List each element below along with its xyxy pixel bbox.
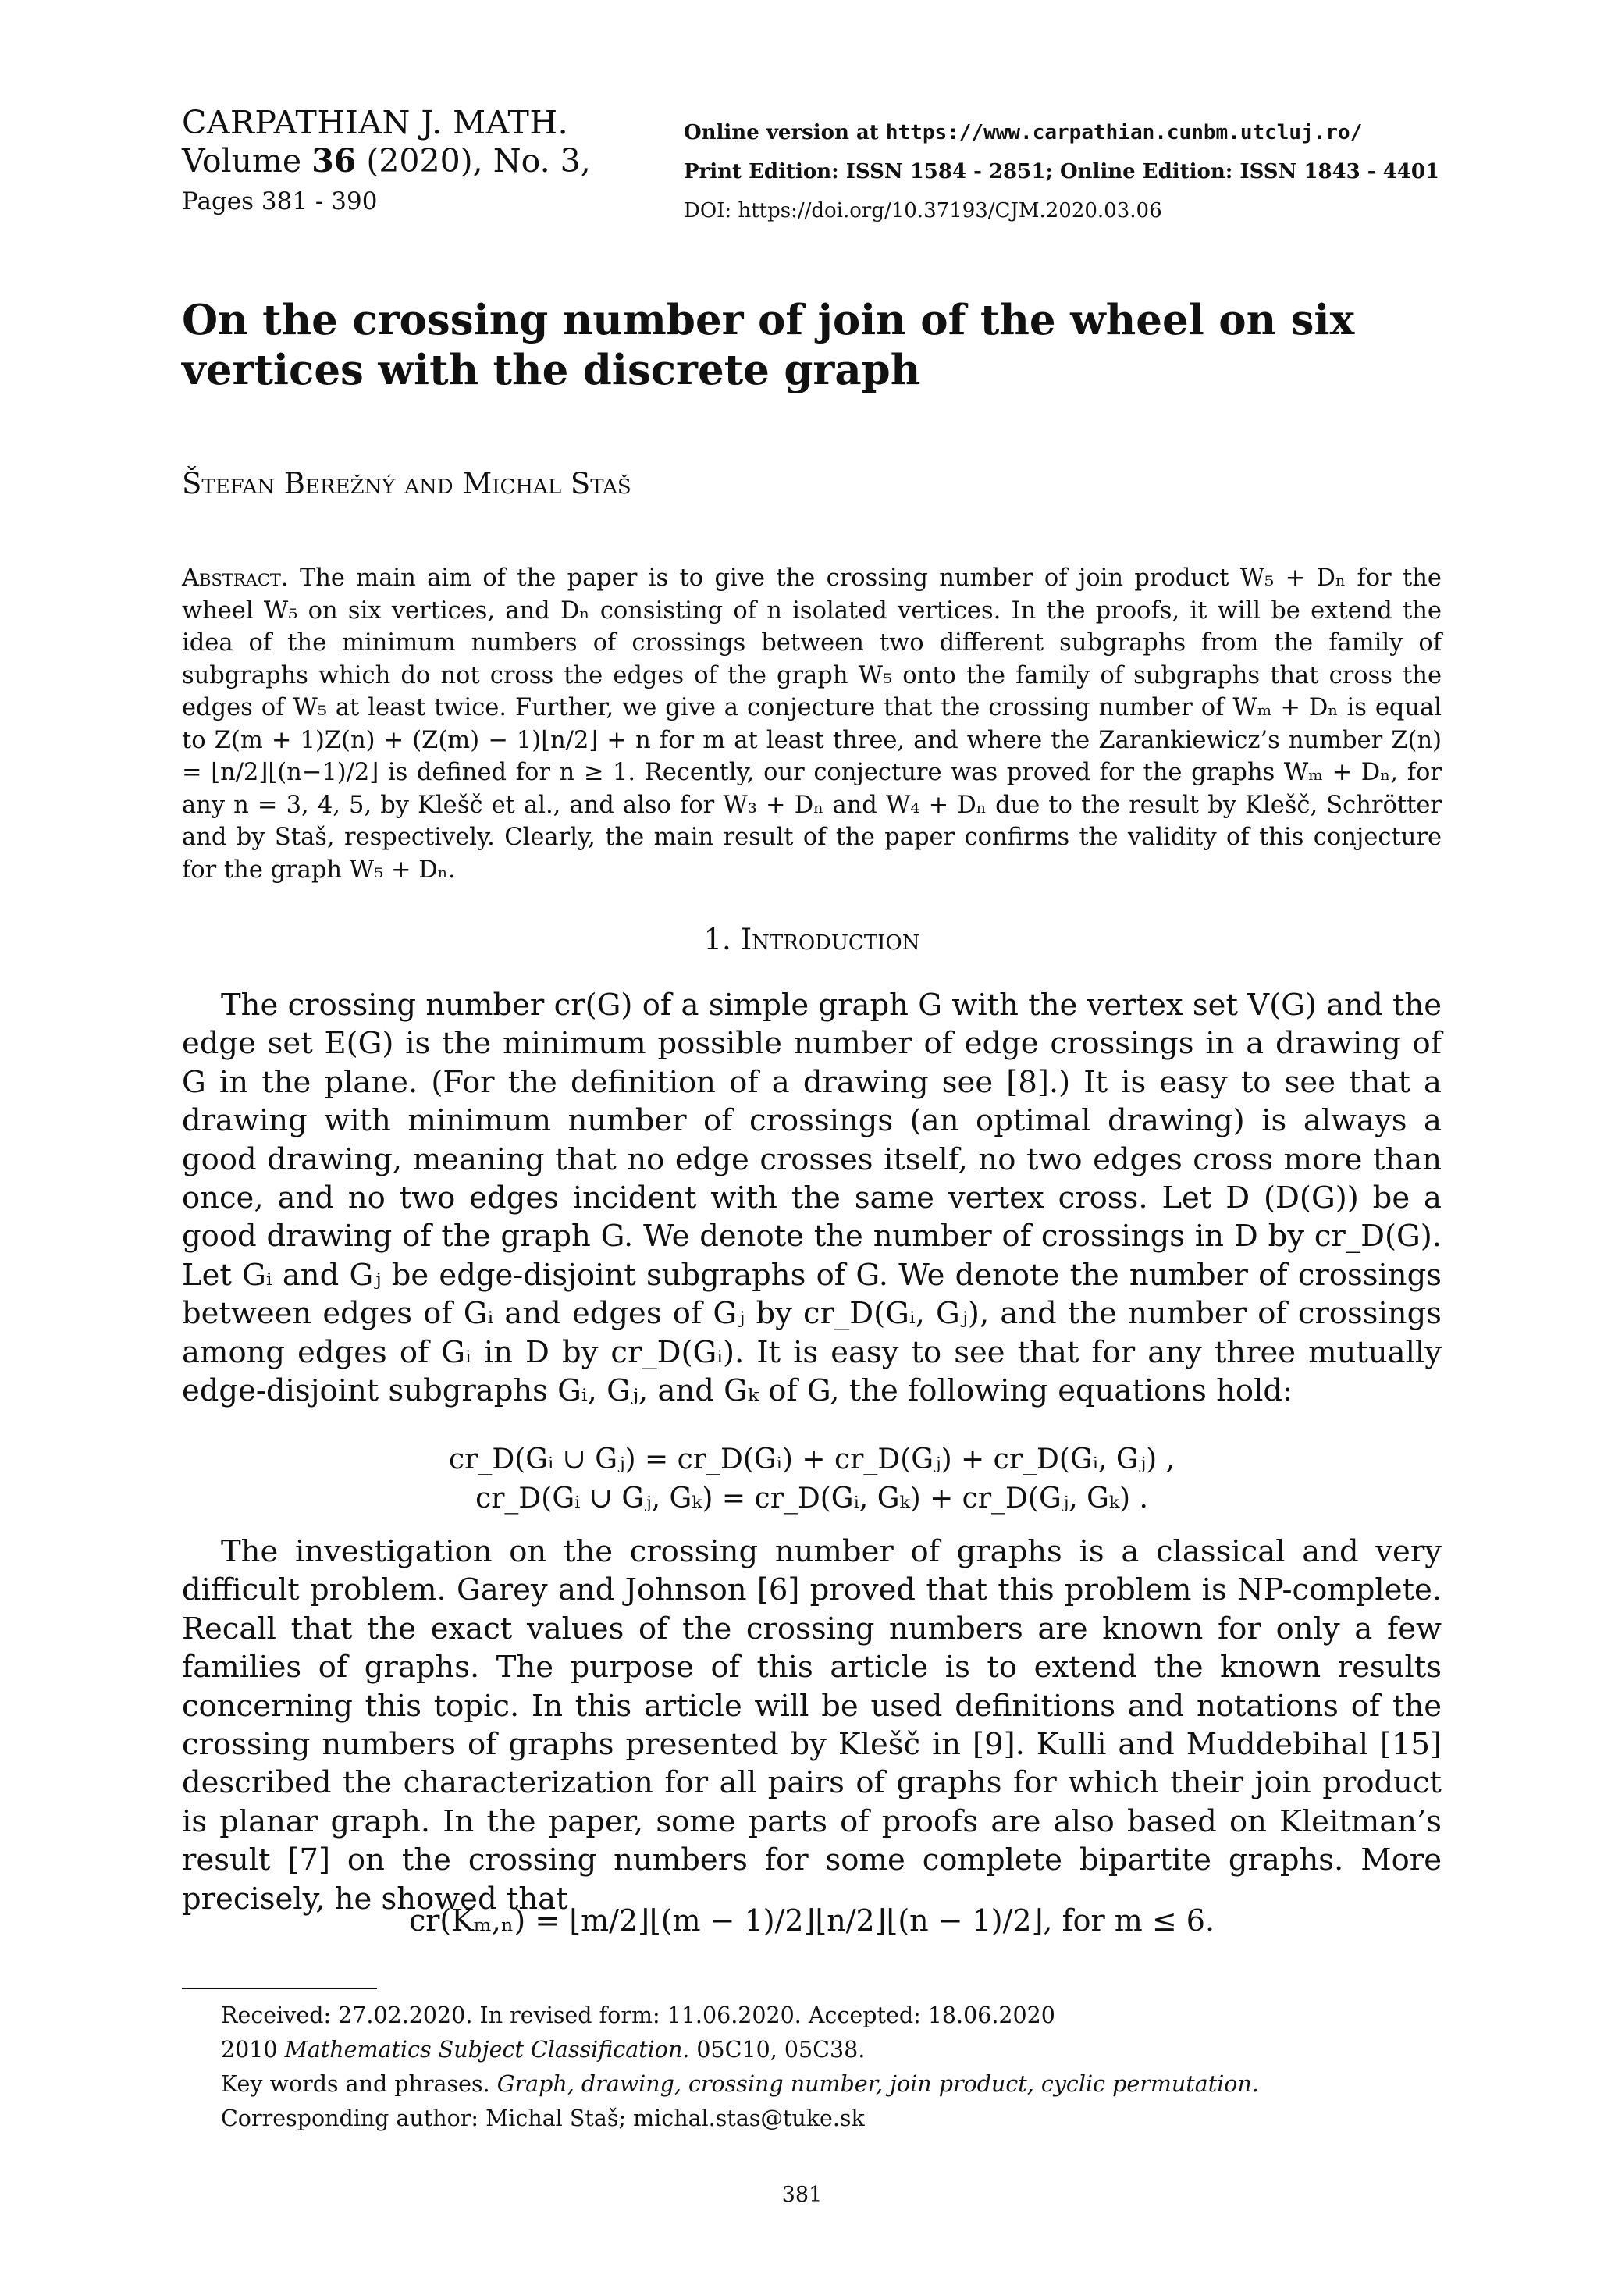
keywords: Key words and phrases. Graph, drawing, crossing number, join product, cyclic permutation. — [221, 2071, 1259, 2097]
journal-header — [182, 104, 650, 222]
equation-1: cr_D(Gᵢ ∪ Gⱼ) = cr_D(Gᵢ) + cr_D(Gⱼ) + cr_D(Gᵢ, Gⱼ) , — [448, 1443, 1175, 1475]
paper-title: On the crossing number of join of the wheel on six vertices with the discrete graph — [182, 296, 1355, 394]
doi-link[interactable]: DOI: https://doi.org/10.37193/CJM.2020.03.06 — [684, 199, 1162, 222]
corresponding-author: Corresponding author: Michal Staš; michal.stas@tuke.sk — [221, 2106, 865, 2131]
equation-2: cr_D(Gᵢ ∪ Gⱼ, Gₖ) = cr_D(Gᵢ, Gₖ) + cr_D(Gⱼ, Gₖ) . — [475, 1483, 1148, 1515]
online-version: Online version at https://www.carpathian.cunbm.utcluj.ro/ — [684, 121, 1363, 144]
edition-info — [684, 113, 1464, 230]
abstract — [182, 562, 1442, 886]
authors: Štefan Berežný and Michal Staš — [182, 467, 631, 500]
page-number: 381 — [781, 2183, 823, 2207]
received-dates: Received: 27.02.2020. In revised form: 11.06.2020. Accepted: 18.06.2020 — [221, 2002, 1055, 2028]
footnotes — [221, 1999, 1439, 2136]
page-range: Pages 381 - 390 — [182, 187, 378, 215]
equation-block — [182, 1440, 1442, 1518]
equation-kleitman: cr(Kₘ,ₙ) = ⌊m/2⌋⌊(m − 1)/2⌋⌊n/2⌋⌊(n − 1)/2⌋, for m ≤ 6. — [408, 1903, 1215, 1938]
intro-paragraph-2: The investigation on the crossing number of graphs is a classical and very difficult problem. Garey and Johnson [6] proved that this problem is NP-complete. Recall that the exact values of the crossing numbers are known for only a few families of graphs. The purpose of this article is to extend the known results concerning this topic. In this article will be used definitions and notations of the crossing numbers of graphs presented by Klešč in [9]. Kulli and Muddebihal [15] described the characterization for all pairs of graphs for which their join product is planar graph. In the paper, some parts of proofs are also based on Kleitman’s result [7] on the crossing numbers for some complete bipartite graphs. More precisely, he showed that — [182, 1534, 1442, 1917]
intro-paragraph-1: The crossing number cr(G) of a simple graph G with the vertex set V(G) and the edge set E(G) is the minimum possible number of edge crossings in a drawing of G in the plane. (For the definition of a drawing see [8].) It is easy to see that a drawing with minimum number of crossings (an optimal drawing) is always a good drawing, meaning that no edge crosses itself, no two edges cross more than once, and no two edges incident with the same vertex cross. Let D (D(G)) be a good drawing of the graph G. We denote the number of crossings in D by cr_D(G). Let Gᵢ and Gⱼ be edge-disjoint subgraphs of G. We denote the number of crossings between edges of Gᵢ and edges of Gⱼ by cr_D(Gᵢ, Gⱼ), and the number of crossings among edges of Gᵢ in D by cr_D(Gᵢ). It is easy to see that for any three mutually edge-disjoint subgraphs Gᵢ, Gⱼ, and Gₖ of G, the following equations hold: — [182, 988, 1442, 1409]
journal-url-link[interactable]: https://www.carpathian.cunbm.utcluj.ro/ — [885, 121, 1363, 144]
print-edition: Print Edition: ISSN 1584 - 2851; Online Edition: ISSN 1843 - 4401 — [684, 160, 1440, 183]
journal-name: CARPATHIAN J. MATH. — [182, 104, 569, 141]
section-heading: 1. Introduction — [703, 923, 920, 956]
abstract-label: Abstract. — [182, 564, 289, 592]
abstract-text: The main aim of the paper is to give the crossing number of join product W₅ + Dₙ for the wheel W₅ on six vertices, and Dₙ consisting of n isolated vertices. In the proofs, it will be extend the idea of the minimum numbers of crossings between two different subgraphs from the family of subgraphs which do not cross the edges of the graph W₅ onto the family of subgraphs that cross the edges of W₅ at least twice. Further, we give a conjecture that the crossing number of Wₘ + Dₙ is equal to Z(m + 1)Z(n) + (Z(m) − 1)⌊n/2⌋ + n for m at least three, and where the Zarankiewicz’s number Z(n) = ⌊n/2⌋⌊(n−1)/2⌋ is defined for n ≥ 1. Recently, our conjecture was proved for the graphs Wₘ + Dₙ, for any n = 3, 4, 5, by Klešč et al., and also for W₃ + Dₙ and W₄ + Dₙ due to the result by Klešč, Schrötter and by Staš, respectively. Clearly, the main result of the paper confirms the validity of this conjecture for the graph W₅ + Dₙ. — [182, 564, 1442, 884]
msc-classification: 2010 Mathematics Subject Classification. 05C10, 05C38. — [221, 2037, 866, 2063]
volume-line: Volume 36 (2020), No. 3, — [182, 142, 591, 180]
volume-number: 36 — [311, 142, 357, 180]
footnote-divider — [182, 1988, 377, 1989]
